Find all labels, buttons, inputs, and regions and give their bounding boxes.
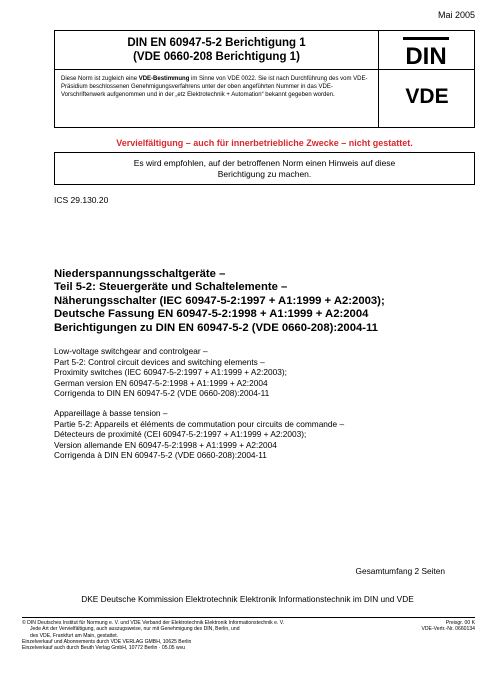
french-title-line: Corrigenda à DIN EN 60947-5-2 (VDE 0660-208):2004-11 bbox=[54, 450, 267, 460]
english-title-line: Low-voltage switchgear and controlgear – bbox=[54, 346, 208, 356]
recommendation-box bbox=[54, 152, 475, 185]
vde-notice bbox=[55, 70, 379, 127]
german-title bbox=[54, 268, 484, 335]
copyright-footer bbox=[22, 620, 357, 651]
notice-post: im Sinne von VDE 0022. Sie ist nach Durchführung des vom VDE-Präsidium beschlossenen Genehmigungsverfahrens unter der oben angeführten Nummer in das VDE-Vorschriftenwerk aufgenommen und in der „etz Elektrotechnik + Automation“ bekannt gegeben worden. bbox=[61, 76, 368, 98]
french-title-line: Appareillage à basse tension – bbox=[54, 408, 168, 418]
german-title-line: Deutsche Fassung EN 60947-5-2:1998 + A1:1999 + A2:2004 bbox=[54, 308, 369, 321]
din-logo-text: DIN bbox=[405, 43, 447, 69]
german-title-line: Näherungsschalter (IEC 60947-5-2:1997 + A1:1999 + A2:2003); bbox=[54, 294, 385, 307]
footer-line: des VDE, Frankfurt am Main, gestattet. bbox=[30, 632, 119, 639]
din-logo bbox=[379, 31, 474, 70]
french-title-line: Partie 5-2: Appareils et éléments de commutation pour circuits de commande – bbox=[54, 418, 345, 429]
footer-line: Einzelverkauf auch durch Beuth Verlag GmbH, 10772 Berlin · 05.05 wvu bbox=[22, 645, 186, 652]
document-number bbox=[55, 31, 379, 70]
recommendation-line: Berichtigung zu machen. bbox=[217, 169, 312, 179]
document-number-line: DIN EN 60947-5-2 Berichtigung 1 bbox=[127, 37, 306, 49]
french-title bbox=[54, 408, 484, 461]
english-title-line: Part 5-2: Control circuit devices and switching elements – bbox=[54, 356, 265, 367]
copy-warning: Vervielfältigung – auch für innerbetriebliche Zwecke – nicht gestattet. bbox=[116, 138, 413, 148]
german-title-line: Teil 5-2: Steuergeräte und Schaltelemente – bbox=[54, 281, 288, 294]
recommendation-line: Es wird empfohlen, auf der betroffenen Norm einen Hinweis auf diese bbox=[133, 158, 396, 168]
total-pages: Gesamtumfang 2 Seiten bbox=[355, 566, 445, 576]
vde-logo-icon bbox=[379, 70, 474, 127]
footer-divider bbox=[22, 617, 475, 618]
vde-logo-text: VDE bbox=[405, 85, 449, 108]
footer-line: Einzelverkauf und Abonnements durch VDE VERLAG GMBH, 10625 Berlin bbox=[22, 638, 192, 645]
ics-code: ICS 29.130.20 bbox=[54, 195, 109, 205]
price-group: Preisgr. 00 K bbox=[445, 620, 475, 626]
french-title-line: Détecteurs de proximité (CEI 60947-5-2:1997 + A1:1999 + A2:2003); bbox=[54, 429, 307, 439]
english-title-line: German version EN 60947-5-2:1998 + A1:1999 + A2:2004 bbox=[54, 377, 268, 388]
german-title-line: Berichtigungen zu DIN EN 60947-5-2 (VDE 0660-208):2004-11 bbox=[54, 321, 378, 334]
french-title-line: Version allemande EN 60947-5-2:1998 + A1:1999 + A2:2004 bbox=[54, 439, 277, 450]
footer-line: Jede Art der Vervielfältigung, auch auszugsweise, nur mit Genehmigung des DIN, Berlin, und bbox=[30, 626, 240, 633]
dke-line: DKE Deutsche Kommission Elektrotechnik Elektronik Informationstechnik im DIN und VDE bbox=[81, 594, 414, 604]
price-info bbox=[375, 620, 475, 633]
notice-pre: Diese Norm ist zugleich eine bbox=[61, 76, 139, 82]
english-title bbox=[54, 346, 484, 399]
din-logo-icon bbox=[379, 31, 474, 69]
document-number-line: (VDE 0660-208 Berichtigung 1) bbox=[133, 51, 300, 63]
footer-line: © DIN Deutsches Institut für Normung e. V. und VDE Verband der Elektrotechnik Elektronik Informationstechnik e. V. bbox=[22, 620, 285, 626]
notice-bold: VDE-Bestimmung bbox=[138, 76, 190, 82]
english-title-line: Corrigenda to DIN EN 60947-5-2 (VDE 0660-208):2004-11 bbox=[54, 388, 270, 398]
german-title-line: Niederspannungsschaltgeräte – bbox=[54, 268, 226, 280]
vde-logo bbox=[379, 70, 474, 127]
publication-date: Mai 2005 bbox=[437, 10, 475, 20]
english-title-line: Proximity switches (IEC 60947-5-2:1997 + A1:1999 + A2:2003); bbox=[54, 367, 287, 377]
vde-order-number: VDE-Vertr.-Nr. 0660134 bbox=[421, 626, 475, 633]
